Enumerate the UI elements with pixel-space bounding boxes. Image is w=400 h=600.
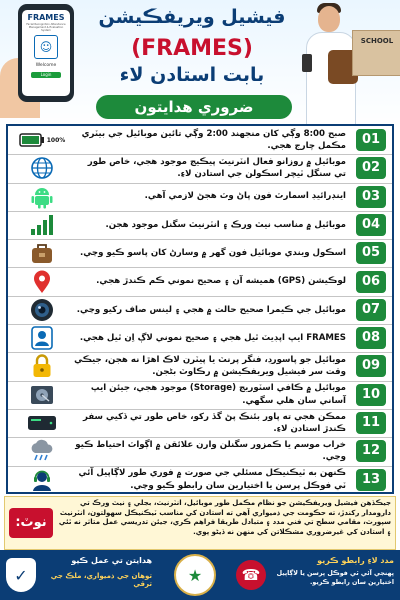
instruction-text: موبائيل جي ڪيمرا صحيح حالت ۾ هجي ۽ لينس صاف رکيو وڃي.: [76, 304, 346, 315]
instruction-text: ممڪن هجي ته پاور بئنڪ پڻ گڏ رکو، خاص طور تي ڏکيي سفر ڪندڙ استادن لاءِ.: [83, 411, 346, 434]
phone-icon: ☎: [236, 560, 266, 590]
frames-logo-icon: [12, 326, 72, 350]
footer-left-subtitle: توهان جي ذميواري، ملڪ جي ترقي: [50, 572, 152, 588]
header: [0, 0, 400, 128]
instruction-number: 04: [356, 214, 386, 236]
location-pin-icon: [12, 270, 72, 294]
footer-right-title: مدد لاءِ رابطو ڪريو: [317, 556, 394, 565]
phone-login-button: Login: [31, 72, 61, 78]
footer-contact: [232, 554, 396, 596]
globe-icon: [12, 156, 72, 180]
support-agent-icon: [12, 468, 72, 492]
instruction-text: موبائيل ۾ روزانو فعال انٽرنيٽ پيڪيج موجود هجي، خاص طور تي سنگل ٽيچر اسڪولن جي استادن لاءِ.: [87, 156, 346, 180]
instruction-row: [8, 324, 392, 353]
instruction-text: اينڊرائيڊ اسمارٽ فون پاڻ وٽ هجڻ لازمي آهي.: [144, 191, 346, 202]
footer-follow-guidelines: [4, 554, 154, 596]
school-sign: SCHOOL: [360, 37, 394, 45]
instruction-row: [8, 466, 392, 494]
instruction-number: 13: [356, 469, 386, 491]
phone-illustration: [18, 4, 74, 102]
instruction-row: [8, 409, 392, 438]
school-building: [352, 30, 400, 76]
battery-icon: [12, 128, 72, 152]
instruction-number: 09: [356, 355, 386, 377]
instruction-row: [8, 239, 392, 268]
instruction-row: [8, 381, 392, 410]
title-line-3: بابت استادن لاء: [119, 64, 265, 86]
instructions-banner: ضروري هدايتون: [96, 95, 292, 119]
storage-drive-icon: [12, 383, 72, 407]
instruction-number: 03: [356, 186, 386, 208]
government-emblem-icon: ★: [174, 554, 216, 596]
title-line-1: فيشيل ويريفڪيشن: [98, 6, 286, 28]
instruction-text: لوڪيشن (GPS) هميشه آن ۽ صحيح نموني ڪم ڪندڙ هجي.: [96, 276, 346, 287]
title-line-2: (FRAMES): [131, 36, 253, 61]
instruction-number: 01: [356, 129, 386, 151]
teacher-head: [318, 6, 340, 32]
footer-right-subtitle: پهنجي آئي ٽي فوڪل پرسن يا لاڳاپيل اختيارين سان رابطو ڪريو.: [276, 570, 394, 586]
lock-icon: [12, 354, 72, 378]
instruction-text: FRAMES ايپ اپڊيٽ ٿيل هجي ۽ صحيح نموني لاڳ اِن ٿيل هجي.: [79, 332, 346, 343]
instruction-number: 07: [356, 299, 386, 321]
instruction-number: 10: [356, 384, 386, 406]
instruction-row: [8, 126, 392, 155]
instruction-row: [8, 352, 392, 381]
shield-check-icon: ✓: [6, 558, 36, 592]
storm-cloud-icon: [12, 439, 72, 463]
instructions-table: [6, 124, 394, 494]
signal-bars-icon: [12, 213, 72, 237]
phone-welcome: Welcome: [35, 63, 57, 68]
camera-lens-icon: [12, 298, 72, 322]
instruction-text: اسڪول ويندي موبائيل فون گهر ۾ وسارڻ کان پاسو ڪيو وڃي.: [79, 247, 346, 258]
phone-app-subtitle: Facial Recognition Attendance Management & Evaluation System: [26, 23, 66, 32]
instruction-row: [8, 154, 392, 183]
instruction-row: [8, 296, 392, 325]
phone-screen: [22, 10, 70, 96]
bag-icon: [12, 241, 72, 265]
face-scan-icon: ☺: [34, 35, 58, 59]
note-text: جيڪڏهن فيشيل ويريفڪيشن جو نظام مڪمل طور موبائيل، انٽرنيٽ، بجلي ۽ نيٽ ورڪ تي دارومدار رکندڙ، ته حڪومت جي ذميواري آهي ته استادن کي مناسب ٽيڪنيڪل سهولتون، انٽرنيٽ سپورٽ، مقامي سطح تي فني مدد ۽ متبادل طريقا فراهم ڪري، جيئن تدريسي عمل متاثر نه ٿئي ۽ استادن کي غيرضروري مشڪلاتن کي منهن نه ڏيڻو پوي.: [58, 499, 391, 536]
instruction-text: موبائيل ۾ ڪافي اسٽوريج (Storage) موجود هجي، جيئن ايپ آساني سان هلي سگهي.: [90, 383, 346, 406]
instruction-row: [8, 211, 392, 240]
instruction-text: صبح 8:00 وڳي کان منجهند 2:00 وڳي تائين موبائيل جي بيٽري مڪمل چارج هجي.: [81, 128, 346, 151]
note-label: نوٽ:: [9, 508, 53, 538]
instruction-text: موبائيل جو پاسورڊ، فنگر پرنٽ يا پيٽرن لاڪ اهڙا نه هجن، جيڪي وقت سر فيشيل ويريفڪيشن ۾ رڪاوٽ بڻجن.: [74, 354, 346, 378]
instruction-row: [8, 183, 392, 212]
instruction-number: 02: [356, 157, 386, 179]
battery-label: 100%: [46, 136, 66, 144]
android-icon: [12, 185, 72, 209]
instruction-text: موبائيل ۾ مناسب نيٽ ورڪ ۽ انٽرنيٽ سگنل موجود هجن.: [105, 219, 346, 230]
instruction-number: 11: [356, 412, 386, 434]
teacher-phone: [302, 54, 312, 72]
power-bank-icon: [12, 411, 72, 435]
instruction-row: [8, 437, 392, 466]
instruction-number: 06: [356, 271, 386, 293]
instruction-row: [8, 268, 392, 297]
note-box: [4, 496, 396, 550]
instruction-number: 05: [356, 242, 386, 264]
footer: [0, 550, 400, 600]
phone-app-title: FRAMES: [27, 13, 65, 22]
instruction-text: ڪنهن به ٽيڪنيڪل مسئلي جي صورت ۾ فوري طور لاڳاپيل آئي ٽي فوڪل پرسن يا اختيارين سان رابطو ڪيو وڃي.: [78, 468, 346, 491]
instruction-number: 08: [356, 327, 386, 349]
footer-left-title: هدايتن تي عمل ڪيو: [71, 556, 152, 565]
instruction-number: 12: [356, 440, 386, 462]
instruction-text: خراب موسم يا ڪمزور سگنلن وارن علائقن ۾ اڳواٽ احتياط ڪيو وڃي.: [75, 439, 346, 463]
